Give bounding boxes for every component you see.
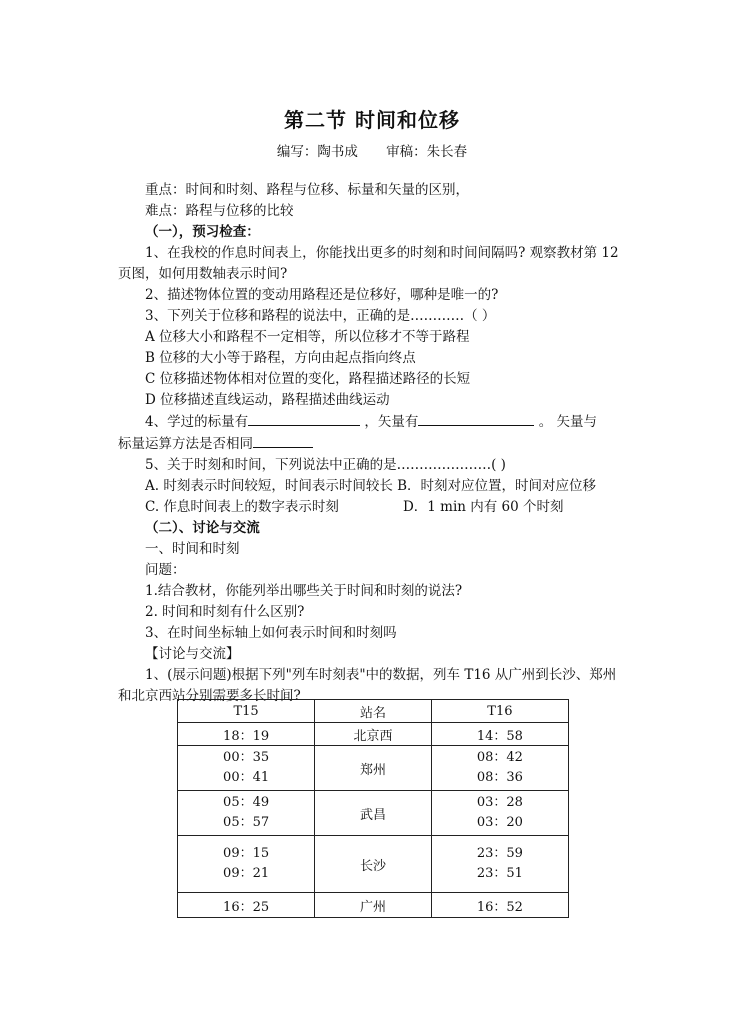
t16-times [431,791,568,836]
t16-time: 14：58 [431,723,568,746]
scalar-answer-blank[interactable] [248,411,360,426]
t15-departure: 05：57 [223,815,270,830]
author-line [0,140,744,160]
question-3-option-b: B 位移的大小等于路程，方向由起点指向终点 [145,350,416,366]
t15-arrival: 00：35 [223,750,270,765]
table-row [178,791,569,836]
t15-time: 16：25 [178,893,315,918]
question-1: 1、在我校的作息时间表上，你能找出更多的时刻和时间间隔吗? 观察教材第 12 页图，如何用数轴表示时间? [118,245,619,282]
t16-arrival: 08：42 [476,750,523,765]
difficulty-line: 难点：路程与位移的比较 [145,203,294,219]
t15-times [178,746,315,791]
question-4-part-b: ，矢量有 [364,414,419,430]
question-4-part-c: 。 矢量与 [538,414,597,430]
question-4-part-a: 4、学过的标量有 [145,414,249,430]
t16-times [431,746,568,791]
vector-answer-blank[interactable] [418,411,534,426]
question-5: 5、关于时刻和时间，下列说法中正确的是…………………( ) [145,457,506,473]
method-answer-blank[interactable] [253,433,313,448]
section-discussion-heading: （二）、讨论与交流 [145,520,260,536]
station-name: 广州 [315,893,432,918]
presentation-problem: 1、(展示问题)根据下列"列车时刻表"中的数据，列车 T16 从广州到长沙、郑州和北京西站分别需要多长时间? [118,667,617,704]
station-name: 北京西 [315,723,432,746]
question-5-option-d: D．1 min 内有 60 个时刻 [402,499,564,515]
discussion-exchange-heading: 【讨论与交流】 [145,646,240,662]
table-row [178,893,569,918]
t16-arrival: 23：59 [476,846,523,861]
header-station: 站名 [315,700,432,723]
table-row [178,836,569,893]
t16-time: 16：52 [431,893,568,918]
section-preview-heading: （一），预习检查： [145,224,260,240]
question-4 [118,411,626,433]
key-point-line: 重点：时间和时刻、路程与位移、标量和矢量的区别， [145,182,469,198]
question-3-option-c: C 位移描述物体相对位置的变化，路程描述路径的长短 [145,371,471,387]
questions-label: 问题： [145,562,186,578]
station-name: 长沙 [315,836,432,893]
t16-departure: 03：20 [476,815,523,830]
editor-credit: 编写：陶书成 [276,144,358,160]
question-5-options-cd [118,497,626,518]
t16-times [431,836,568,893]
part-1-heading: 一、时间和时刻 [145,541,240,557]
station-name: 郑州 [315,746,432,791]
t16-departure: 08：36 [476,770,523,785]
station-name: 武昌 [315,791,432,836]
header-t16: T16 [431,700,568,723]
question-4-continued [118,433,626,455]
t15-departure: 00：41 [223,770,270,785]
question-3: 3、下列关于位移和路程的说法中，正确的是…………（ ） [145,308,496,324]
train-timetable [177,699,569,918]
t16-departure: 23：51 [476,866,523,881]
t15-arrival: 09：15 [223,846,270,861]
header-t15: T15 [178,700,315,723]
t15-times [178,836,315,893]
question-5-options-ab: A. 时刻表示时间较短，时间表示时间较长 B．时刻对应位置，时间对应位移 [145,478,597,494]
t15-times [178,791,315,836]
table-row [178,746,569,791]
question-4-part-d: 标量运算方法是否相同 [118,436,253,452]
t15-arrival: 05：49 [223,795,270,810]
page-title: 第二节 时间和位移 [284,108,460,132]
discussion-question-1: 1.结合教材，你能列举出哪些关于时间和时刻的说法? [145,583,463,599]
table-row [178,723,569,746]
reviewer-credit: 审稿：朱长春 [386,144,468,160]
document-body [118,180,626,707]
discussion-question-3: 3、在时间坐标轴上如何表示时间和时刻吗 [145,625,397,641]
question-3-option-a: A 位移大小和路程不一定相等，所以位移才不等于路程 [145,329,470,345]
t16-arrival: 03：28 [476,795,523,810]
question-3-option-d: D 位移描述直线运动，路程描述曲线运动 [145,392,390,408]
discussion-question-2: 2. 时间和时刻有什么区别? [145,604,305,620]
question-5-option-c: C. 作息时间表上的数字表示时刻 [145,499,339,515]
t15-time: 18：19 [178,723,315,746]
t15-departure: 09：21 [223,866,270,881]
question-2: 2、描述物体位置的变动用路程还是位移好，哪种是唯一的? [145,287,499,303]
